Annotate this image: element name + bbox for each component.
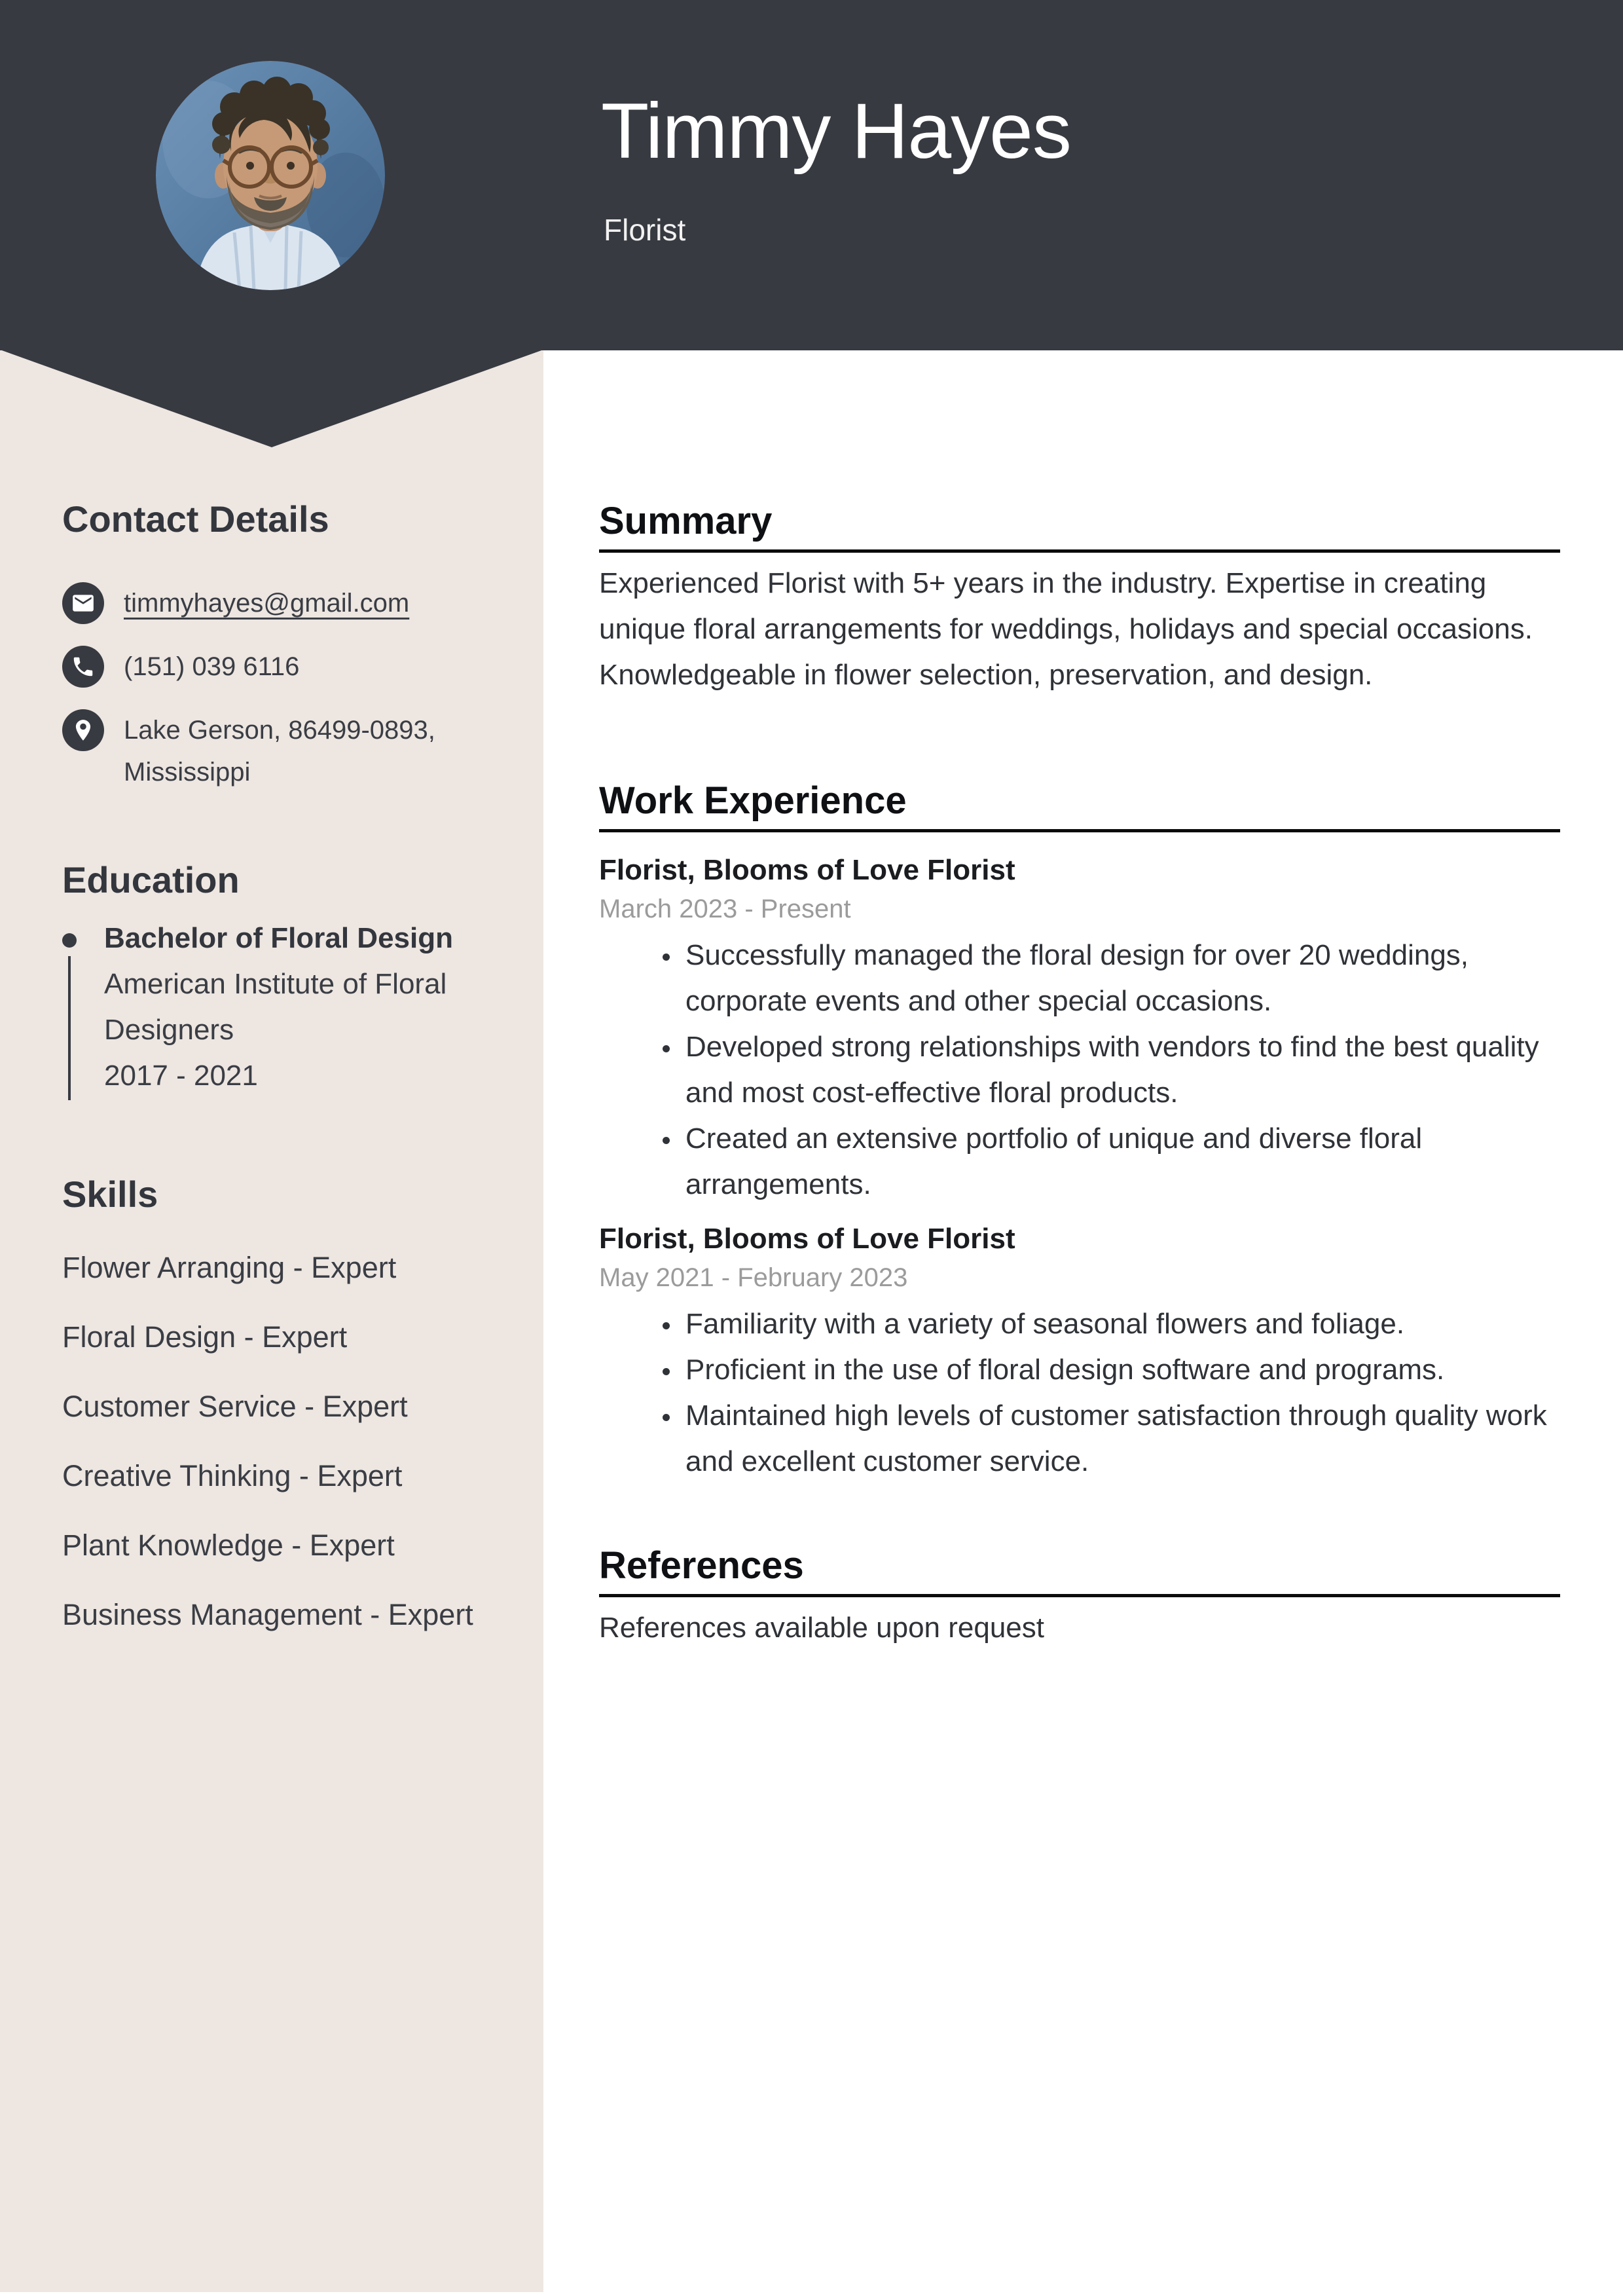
person-job-title: Florist [604,213,686,247]
job-bullet: • Created an extensive portfolio of unique and diverse floral arrangements. [682,1116,1560,1208]
job-title: Florist, Blooms of Love Florist [599,1223,1015,1255]
job-bullet-list [599,1301,1560,1485]
main-content [599,488,1560,1651]
phone-number: (151) 039 6116 [124,652,300,681]
job-entry [599,1222,1560,1485]
skill-item: Flower Arranging - Expert [62,1251,397,1284]
contact-row-phone [62,646,484,688]
job-bullet: • Maintained high levels of customer satisfaction through quality work and excellent customer service. [682,1393,1560,1485]
education-heading: Education [62,859,240,900]
timeline-line [68,956,71,1100]
phone-icon [62,646,104,688]
location-icon [62,709,104,751]
job-bullet: • Developed strong relationships with vendors to find the best quality and most cost-effective floral products. [682,1024,1560,1116]
job-title: Florist, Blooms of Love Florist [599,854,1015,886]
skill-item: Creative Thinking - Expert [62,1459,403,1492]
skill-item: Customer Service - Expert [62,1390,408,1423]
contact-list [62,582,484,793]
references-heading: References [599,1547,1560,1597]
references-text: References available upon request [599,1612,1045,1644]
education-degree: Bachelor of Floral Design [104,922,453,954]
email-link[interactable]: timmyhayes@gmail.com [124,589,410,618]
sidebar [62,488,484,1629]
summary-heading: Summary [599,502,1560,553]
education-years: 2017 - 2021 [104,1060,258,1092]
education-item [62,916,484,1099]
education-school: American Institute of Floral Designers [104,968,447,1046]
job-bullet: • Successfully managed the floral design for over 20 weddings, corporate events and other special occasions. [682,933,1560,1024]
work-experience-section [599,779,1560,1485]
job-entry [599,853,1560,1208]
work-experience-heading: Work Experience [599,782,1560,832]
profile-photo [156,61,385,290]
job-dates: March 2023 - Present [599,895,851,923]
person-name: Timmy Hayes [601,87,1071,175]
summary-section [599,502,1560,698]
contact-details-heading: Contact Details [62,498,329,540]
timeline-dot [62,933,77,948]
job-bullet-list [599,933,1560,1208]
job-bullet: • Proficient in the use of floral design software and programs. [682,1347,1560,1393]
skill-item: Floral Design - Expert [62,1320,348,1354]
contact-row-location [62,709,484,793]
skills-list [62,1253,484,1629]
references-section [599,1544,1560,1651]
job-dates: May 2021 - February 2023 [599,1263,908,1292]
skill-item: Business Management - Expert [62,1598,473,1631]
summary-text: Experienced Florist with 5+ years in the industry. Expertise in creating unique floral arrangements for weddings, holidays and special occasions. Knowledgeable in flower selection, preservation, and design. [599,567,1533,691]
skills-heading: Skills [62,1174,158,1215]
job-bullet: • Familiarity with a variety of seasonal flowers and foliage. [682,1301,1560,1347]
skill-item: Plant Knowledge - Expert [62,1528,395,1562]
contact-row-email [62,582,484,624]
email-icon [62,582,104,624]
address-text: Lake Gerson, 86499-0893, Mississippi [124,716,435,787]
